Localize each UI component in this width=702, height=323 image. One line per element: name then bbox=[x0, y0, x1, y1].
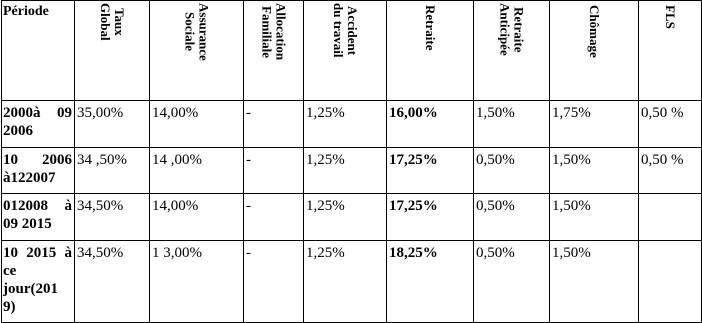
assurance-sociale-cell: 14,00% bbox=[150, 101, 244, 148]
header-accident-travail bbox=[304, 1, 387, 101]
fls-cell bbox=[639, 194, 702, 241]
period-cell: 2000à 09 2006 bbox=[2, 101, 75, 148]
retraite-cell: 18,25% bbox=[387, 241, 474, 323]
allocation-familiale-cell: - bbox=[244, 101, 304, 148]
retraite-cell: 17,25% bbox=[387, 194, 474, 241]
retraite-anticipee-cell: 0,50% bbox=[474, 194, 550, 241]
header-chomage bbox=[550, 1, 639, 101]
accident-travail-cell: 1,25% bbox=[304, 241, 387, 323]
header-retraite bbox=[387, 1, 474, 101]
chomage-cell: 1,75% bbox=[550, 101, 639, 148]
header-accident-travail-label: Accident du travail bbox=[331, 3, 360, 58]
header-allocation-familiale bbox=[244, 1, 304, 101]
accident-travail-cell: 1,25% bbox=[304, 148, 387, 194]
table-row bbox=[2, 101, 702, 148]
header-assurance-sociale-label: Assurance Sociale bbox=[182, 3, 212, 61]
assurance-sociale-cell: 14,00% bbox=[150, 194, 244, 241]
header-chomage-label: Chômage bbox=[587, 5, 602, 58]
chomage-cell: 1,50% bbox=[550, 194, 639, 241]
allocation-familiale-cell: - bbox=[244, 194, 304, 241]
assurance-sociale-cell: 14 ,00% bbox=[150, 148, 244, 194]
assurance-sociale-cell: 1 3,00% bbox=[150, 241, 244, 323]
fls-cell: 0,50 % bbox=[639, 101, 702, 148]
allocation-familiale-cell: - bbox=[244, 241, 304, 323]
taux-global-cell: 34,50% bbox=[75, 241, 150, 323]
period-cell: 10 2015 à ce jour(201 9) bbox=[2, 241, 75, 323]
contribution-rates-table bbox=[1, 0, 702, 323]
accident-travail-cell: 1,25% bbox=[304, 194, 387, 241]
table-row bbox=[2, 241, 702, 323]
header-row bbox=[2, 1, 702, 101]
fls-cell bbox=[639, 241, 702, 323]
header-fls bbox=[639, 1, 702, 101]
header-retraite-label: Retraite bbox=[423, 5, 438, 51]
taux-global-cell: 35,00% bbox=[75, 101, 150, 148]
accident-travail-cell: 1,25% bbox=[304, 101, 387, 148]
retraite-anticipee-cell: 1,50% bbox=[474, 101, 550, 148]
header-fls-label: FLS bbox=[663, 5, 678, 29]
period-cell: 012008 à 09 2015 bbox=[2, 194, 75, 241]
fls-cell: 0,50 % bbox=[639, 148, 702, 194]
taux-global-cell: 34 ,50% bbox=[75, 148, 150, 194]
taux-global-cell: 34,50% bbox=[75, 194, 150, 241]
chomage-cell: 1,50% bbox=[550, 148, 639, 194]
chomage-cell: 1,50% bbox=[550, 241, 639, 323]
retraite-anticipee-cell: 0,50% bbox=[474, 148, 550, 194]
header-retraite-anticipee-label: Retraite Anticipée bbox=[497, 3, 527, 56]
header-assurance-sociale bbox=[150, 1, 244, 101]
retraite-anticipee-cell: 0,50% bbox=[474, 241, 550, 323]
header-periode: Période bbox=[2, 1, 75, 101]
allocation-familiale-cell: - bbox=[244, 148, 304, 194]
table-row bbox=[2, 194, 702, 241]
header-allocation-familiale-label: Allocation Familiale bbox=[259, 3, 289, 61]
header-taux-global bbox=[75, 1, 150, 101]
table-row bbox=[2, 148, 702, 194]
header-retraite-anticipee bbox=[474, 1, 550, 101]
period-cell: 10 2006 à122007 bbox=[2, 148, 75, 194]
retraite-cell: 17,25% bbox=[387, 148, 474, 194]
header-taux-global-label: Taux Global bbox=[98, 3, 127, 41]
retraite-cell: 16,00% bbox=[387, 101, 474, 148]
